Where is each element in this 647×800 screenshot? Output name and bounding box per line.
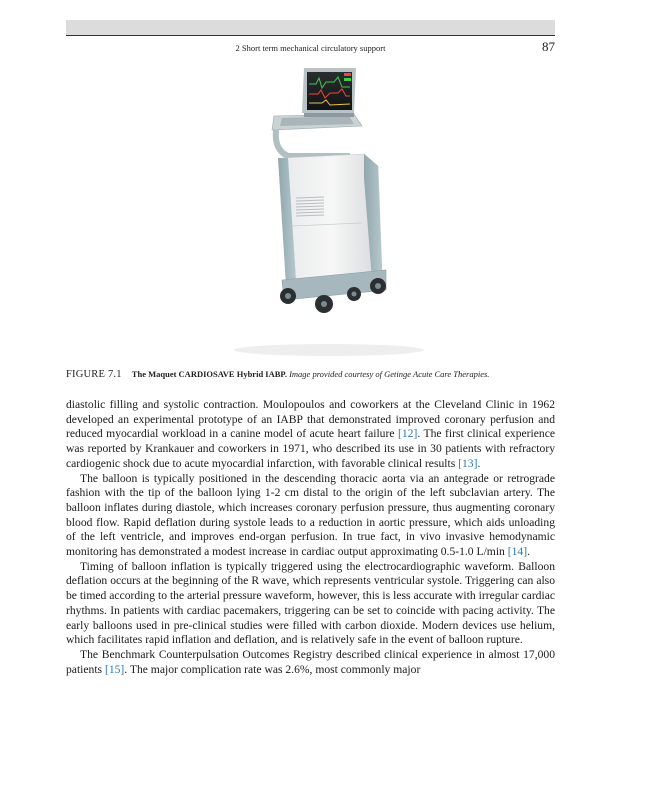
figure-iabp-console	[204, 58, 444, 358]
header-rule	[66, 35, 555, 36]
header-shade-bar	[66, 20, 555, 35]
p2-text-a: The balloon is typically positioned in the descending thoracic aorta via an antegrade or retrograde fashion with the tip of the balloon lying 1-2 cm distal to the origin of the left subclavian artery. The balloon inflates during diastole, which increases coronary perfusion pressure, thus augmenting coronary blood flow. Rapid deflation during systole leads to a reduction in aortic pressure, which aids unloading of the left ventricle, and improves end-organ perfusion. In true fact, in vivo invasive hemodynamic monitoring has demonstrated a modest increase in cardiac output approximating 0.5-1.0 L/min	[66, 471, 555, 559]
paragraph-4	[66, 648, 555, 677]
citation-15[interactable]: [15]	[104, 662, 125, 676]
iabp-console-illustration	[204, 58, 444, 358]
paragraph-1	[66, 398, 555, 472]
citation-13[interactable]: [13]	[458, 456, 478, 470]
page-number: 87	[542, 39, 555, 54]
p4-text-a: The Benchmark Counterpulsation Outcomes Registry described clinical experience in almost 17,000 patients	[66, 647, 555, 676]
figure-caption	[66, 369, 555, 380]
p2-text-b: .	[527, 545, 530, 559]
body-text	[66, 398, 555, 677]
running-title: 2 Short term mechanical circulatory support	[235, 43, 386, 53]
citation-12[interactable]: [12]	[397, 427, 418, 441]
p1-text-a: diastolic filling and systolic contraction. Moulopoulos and coworkers at the Cleveland Clinic in 1962 developed an experimental prototype of an IABP that demonstrated improved coronary perfusion and reduced myocardial workload in a canine model of acute heart failure	[66, 398, 555, 441]
p4-text-b: . The major complication rate was 2.6%, most commonly major	[124, 662, 421, 676]
p1-text-b: . The first clinical experience was reported by Krankauer and coworkers in 1971, who described its use in 30 patients with refractory cardiogenic shock due to acute myocardial infarction, with favorable clinical results	[66, 427, 555, 470]
citation-14[interactable]: [14]	[507, 545, 528, 559]
p1-text-d: .	[477, 456, 481, 470]
paragraph-2	[66, 472, 555, 560]
figure-credit: Image provided courtesy of Getinge Acute Care Therapies.	[289, 369, 490, 379]
figure-title: The Maquet CARDIOSAVE Hybrid IABP.	[131, 369, 287, 379]
page-header	[66, 39, 555, 55]
figure-label: FIGURE 7.1	[66, 369, 122, 380]
paragraph-3: Timing of balloon inflation is typically triggered using the electrocardiographic waveform. Balloon deflation occurs at the beginning of the R wave, which represents ventricular systole. Triggering can also be timed according to the arterial pressure waveform, however, this is less accurate with irregular cardiac rhythms. In patients with cardiac pacemakers, triggering can be set to coincide with pacing activity. The early balloons used in pre-clinical studies were filled with carbon dioxide. Modern devices use helium, which facilitates rapid inflation and deflation, and is relatively safe in the event of balloon rupture.	[66, 559, 555, 647]
monitor	[302, 68, 356, 113]
